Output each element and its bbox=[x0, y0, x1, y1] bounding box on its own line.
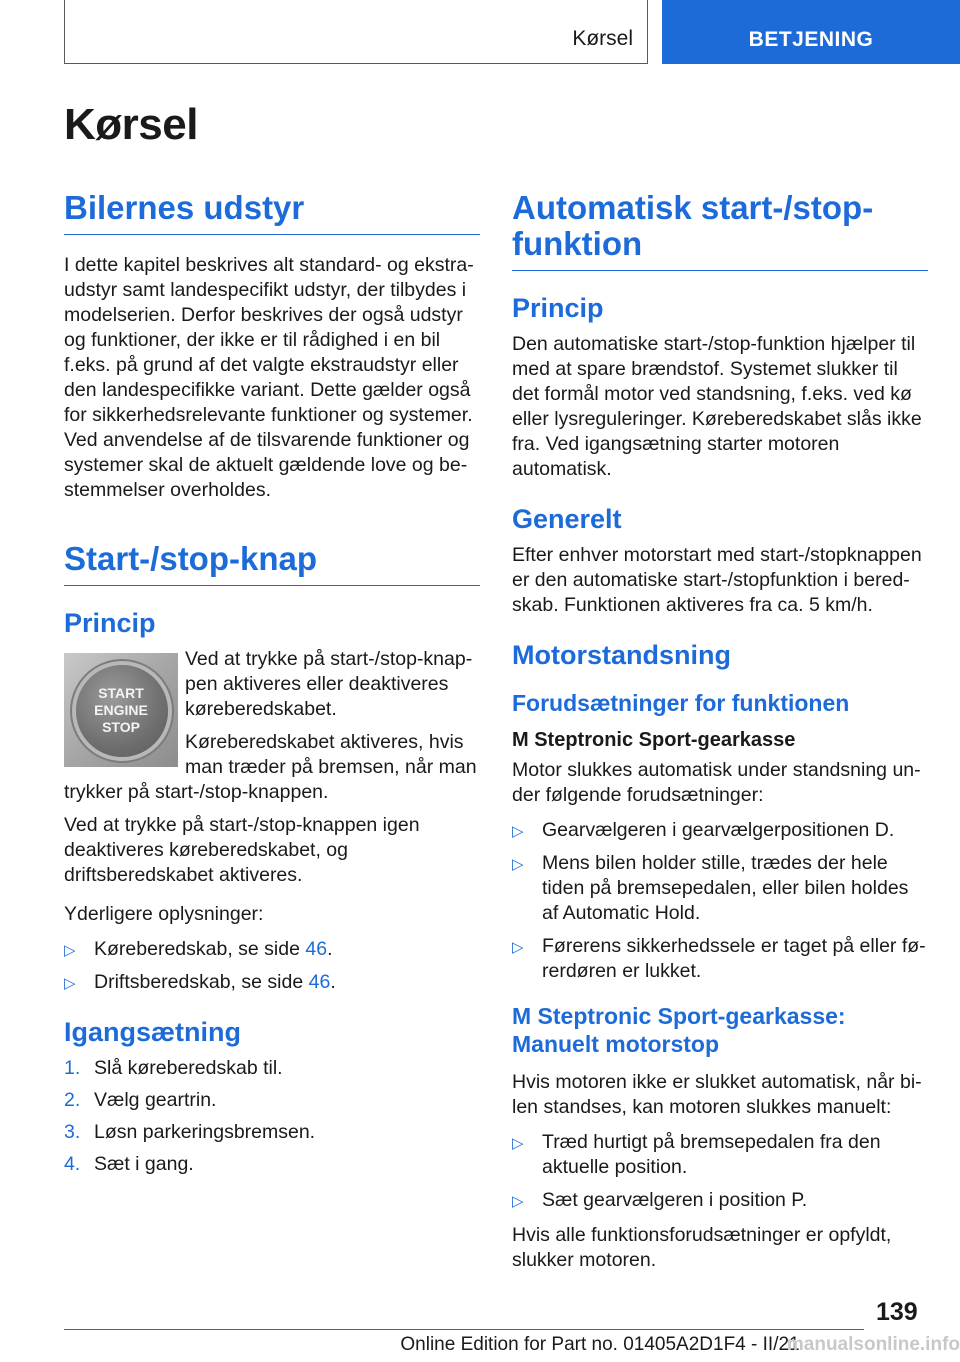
manual-stop-list bbox=[512, 1130, 928, 1213]
equipment-text: I dette kapitel beskrives alt standard- og ekstraudstyr samt landespecifikt udstyr, der tilbydes i modelserien. Derfor beskrives der også udstyr og funktioner, der ikke er til rådighed i en bil f.eks. på grund af det valgte ekstraudstyr eller den landespecifikke variant. Dette gælder også for sikkerhedsrelevante funktioner og systemer. Ved anvendelse af de tilsvarende funktioner og systemer skal de aktuelt gældende love og bestemmelser overholdes. bbox=[64, 254, 474, 501]
footer-divider bbox=[64, 1329, 864, 1330]
engine-stop-heading: Motorstandsning bbox=[512, 640, 731, 670]
button-label-line: ENGINE bbox=[94, 702, 148, 718]
list-item: 3. Løsn parkeringsbremsen. bbox=[64, 1121, 316, 1143]
manual-stop-text: Hvis motoren ikke er slukket automatisk, når bilen standses, kan motoren slukkes manuelt: bbox=[512, 1071, 922, 1118]
list-item: ▷ Mens bilen holder stille, trædes der hele tiden på bremsepedalen, eller bilen holdes af Automatic Hold. bbox=[512, 852, 909, 924]
list-item: ▷ Førerens sikkerhedssele er taget på eller førerdøren er lukket. bbox=[512, 935, 926, 982]
drive-off-steps bbox=[64, 1056, 480, 1177]
startstop-heading: Start-/stop-knap bbox=[64, 541, 480, 586]
triangle-right-icon: ▷ bbox=[512, 856, 524, 873]
chapter-tab bbox=[662, 0, 960, 64]
triangle-right-icon: ▷ bbox=[512, 823, 524, 840]
startstop-principle-block bbox=[64, 647, 480, 813]
manual-stop-heading: M Steptronic Sport-gearkasse: Manuelt motorstop bbox=[512, 1003, 846, 1057]
more-info-list bbox=[64, 937, 480, 995]
list-item: 4. Sæt i gang. bbox=[64, 1153, 194, 1175]
triangle-right-icon: ▷ bbox=[512, 1193, 524, 1210]
auto-principle-text: Den automatiske start-/stop-funktion hjælper til med at spare brændstof. Systemet slukker til det formål motor ved standsning, f.eks. ved kø eller lysreguleringer. Køreberedskabet slås ikke fra. Ved igangsætning starter motoren automatisk. bbox=[512, 333, 922, 480]
list-item: 1. Slå køreberedskab til. bbox=[64, 1057, 283, 1079]
button-label-line: STOP bbox=[102, 719, 140, 735]
list-item: 2. Vælg geartrin. bbox=[64, 1089, 217, 1111]
page-link[interactable]: 46 bbox=[308, 971, 331, 993]
general-text: Efter enhver motorstart med start-/stopknappen er den automatiske start-/stopfunktion i beredskab. Funktionen aktiveres fra ca. 5 km/h. bbox=[512, 544, 922, 616]
left-column bbox=[64, 190, 480, 1184]
list-item: ▷ Sæt gearvælgeren i position P. bbox=[512, 1188, 928, 1213]
page-title: Kørsel bbox=[64, 100, 198, 149]
equipment-heading: Bilernes udstyr bbox=[64, 190, 480, 235]
button-label-line: START bbox=[98, 685, 144, 701]
list-item: ▷ Gearvælgeren i gearvælgerpositionen D. bbox=[512, 818, 928, 843]
gearbox-text: Motor slukkes automatisk under standsning under følgende forudsætninger: bbox=[512, 759, 921, 806]
triangle-right-icon: ▷ bbox=[64, 975, 76, 992]
startstop-principle-heading: Princip bbox=[64, 608, 156, 638]
startstop-p3: Ved at trykke på start-/stop-knappen igen deaktiveres køreberedskabet, og driftsberedskabet aktiveres. bbox=[64, 814, 420, 886]
drive-off-heading: Igangsætning bbox=[64, 1017, 241, 1047]
chapter-tab-label: BETJENING bbox=[748, 28, 874, 51]
start-stop-button-label bbox=[64, 685, 178, 736]
startstop-p1: Ved at trykke på start-/stop-knappen aktiveres eller deaktiveres køreberedskabet. bbox=[185, 648, 473, 720]
page-number: 139 bbox=[876, 1298, 918, 1326]
more-info-label: Yderligere oplysninger: bbox=[64, 903, 264, 925]
right-column bbox=[512, 190, 928, 1283]
list-item: ▷ Køreberedskab, se side 46. bbox=[64, 937, 480, 962]
page-link[interactable]: 46 bbox=[305, 938, 328, 960]
conditions-heading: Forudsætninger for funktionen bbox=[512, 690, 850, 716]
footer-edition: Online Edition for Part no. 01405A2D1F4 - II/21 bbox=[400, 1334, 800, 1355]
section-tab bbox=[64, 0, 648, 64]
final-text: Hvis alle funktionsforudsætninger er opfyldt, slukker motoren. bbox=[512, 1224, 892, 1271]
section-tab-label: Kørsel bbox=[572, 27, 633, 50]
auto-startstop-heading: Automatisk start-/stop-funktion bbox=[512, 190, 928, 271]
list-item: ▷ Træd hurtigt på bremsepedalen fra den aktuelle position. bbox=[512, 1131, 881, 1178]
list-item: ▷ Driftsberedskab, se side 46. bbox=[64, 970, 480, 995]
triangle-right-icon: ▷ bbox=[512, 1135, 524, 1152]
startstop-p2: Køreberedskabet aktiveres, hvis man træder på bremsen, når man trykker på start-/stop-knappen. bbox=[64, 731, 477, 803]
triangle-right-icon: ▷ bbox=[512, 939, 524, 956]
conditions-list bbox=[512, 818, 928, 984]
start-stop-button-image bbox=[64, 653, 178, 767]
general-heading: Generelt bbox=[512, 504, 622, 534]
gearbox-heading: M Steptronic Sport-gearkasse bbox=[512, 729, 796, 751]
watermark: manualsonline.info bbox=[786, 1334, 960, 1355]
auto-principle-heading: Princip bbox=[512, 293, 604, 323]
triangle-right-icon: ▷ bbox=[64, 942, 76, 959]
